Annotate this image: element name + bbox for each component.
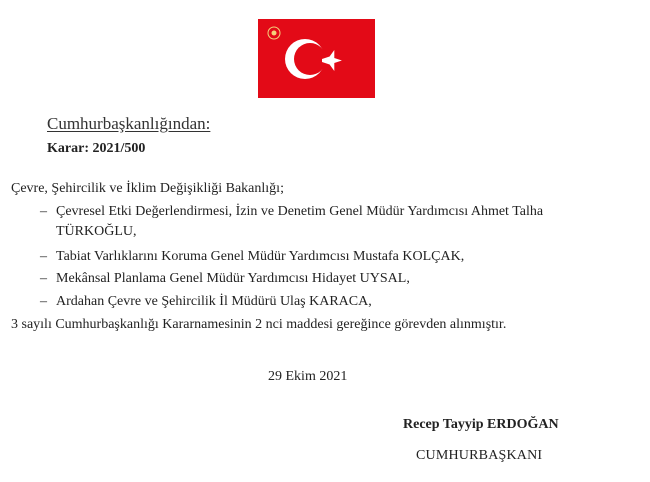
list-item-text: Mekânsal Planlama Genel Müdür Yardımcısı Hidayet UYSAL, (56, 271, 410, 286)
list-item-text: Ardahan Çevre ve Şehircilik İl Müdürü Ulaş KARACA, (56, 294, 372, 309)
signatory-title: CUMHURBAŞKANI (416, 448, 543, 463)
list-dash: – (40, 271, 47, 286)
turkish-flag (258, 19, 375, 98)
list-dash: – (40, 294, 47, 309)
agency-watermark (586, 34, 606, 41)
signatory-name: Recep Tayyip ERDOĞAN (403, 417, 559, 432)
ministry-line: Çevre, Şehircilik ve İklim Değişikliği Bakanlığı; (11, 181, 284, 196)
document-date: 29 Ekim 2021 (268, 369, 348, 384)
list-item-text: Çevresel Etki Değerlendirmesi, İzin ve Denetim Genel Müdür Yardımcısı Ahmet Talha (56, 204, 544, 219)
list-dash: – (40, 204, 47, 219)
list-item-text: Tabiat Varlıklarını Koruma Genel Müdür Yardımcısı Mustafa KOLÇAK, (56, 249, 465, 264)
decision-number: Karar: 2021/500 (47, 141, 146, 156)
list-item (40, 271, 410, 287)
list-item (40, 294, 372, 310)
issuer-heading: Cumhurbaşkanlığından: (47, 114, 211, 133)
presidential-seal-icon (264, 23, 284, 43)
closing-statement: 3 sayılı Cumhurbaşkanlığı Kararnamesinin 2 nci maddesi gereğince görevden alınmıştır. (11, 317, 507, 332)
list-item-continuation (56, 224, 137, 240)
list-dash: – (40, 249, 47, 264)
list-item (40, 204, 543, 220)
list-item-text: TÜRKOĞLU, (56, 224, 137, 239)
list-item (40, 249, 464, 265)
